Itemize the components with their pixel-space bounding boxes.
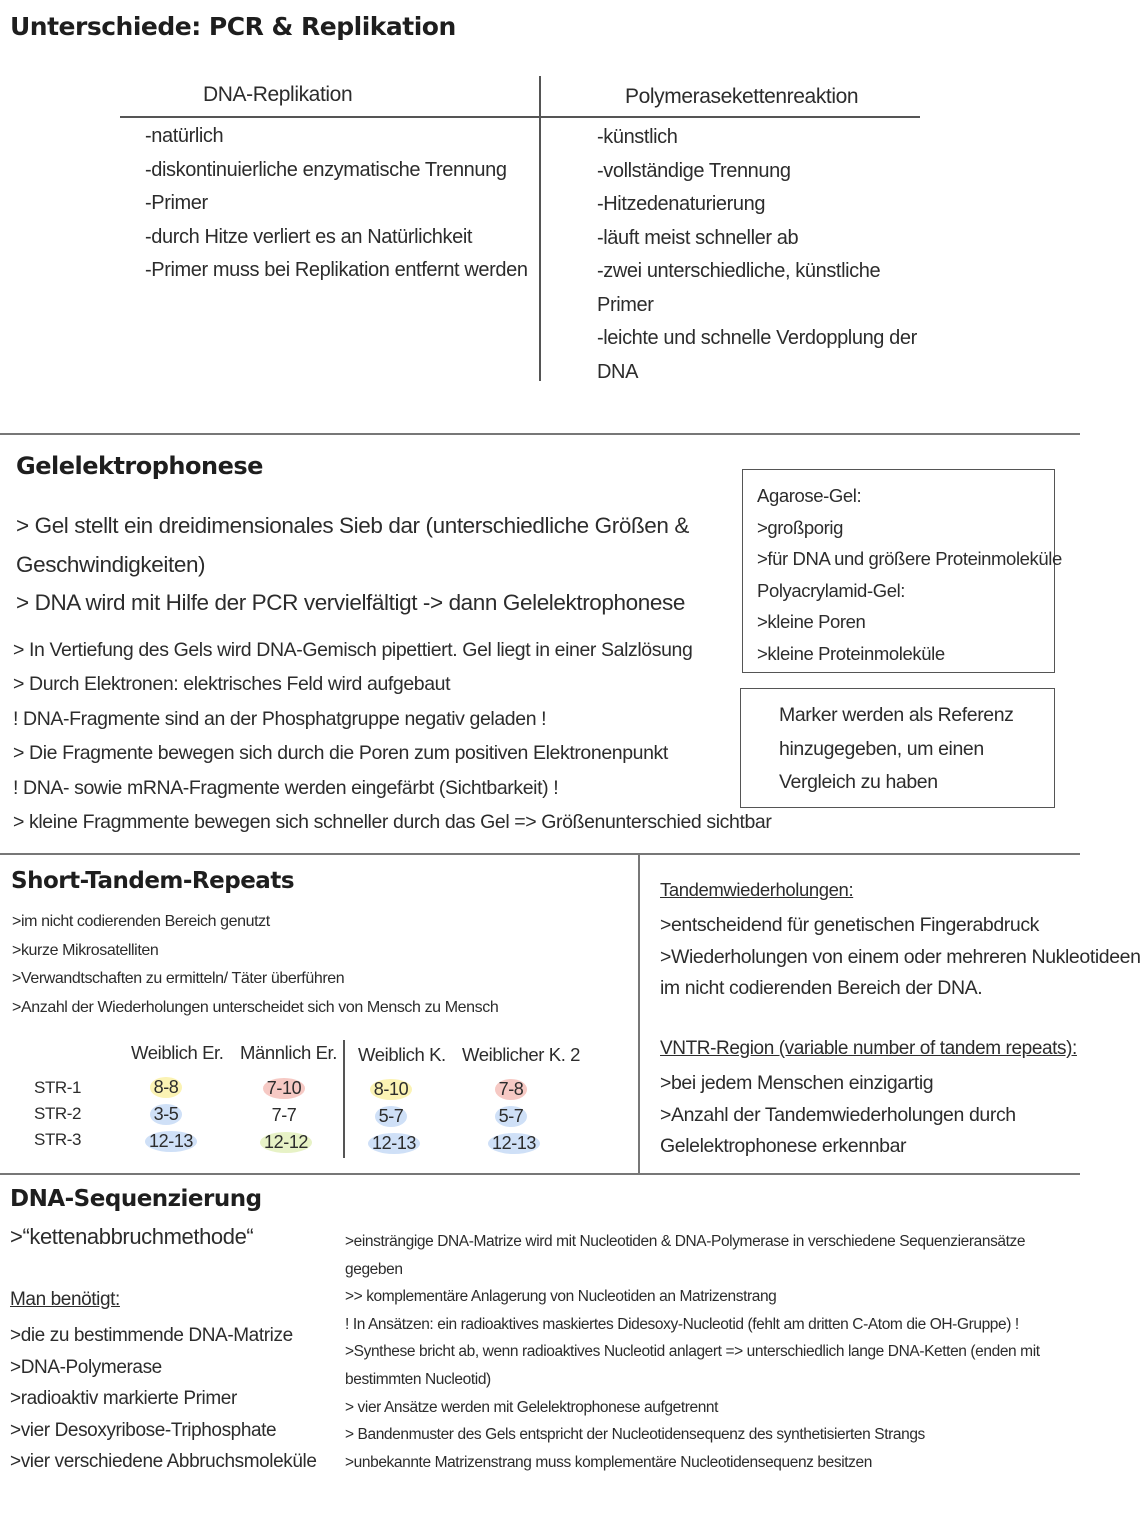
list-item: -natürlich	[145, 125, 224, 147]
section4-title: DNA-Sequenzierung	[10, 1186, 262, 1212]
text-line: bestimmten Nucleotid)	[345, 1370, 491, 1388]
box-line: >kleine Proteinmoleküle	[757, 642, 945, 664]
box-line: Vergleich zu haben	[779, 771, 938, 793]
str-column-weiblich-k	[368, 1079, 417, 1160]
str-value: 5-7	[495, 1106, 528, 1127]
right-column-header: Polymerasekettenreaktion	[625, 85, 859, 108]
section-divider	[0, 853, 1080, 855]
comparison-table-vertical-rule	[539, 76, 541, 381]
str-value: 12-13	[145, 1131, 197, 1152]
gel-intro-text	[16, 507, 689, 623]
list-item: -leichte und schnelle Verdopplung der	[597, 327, 917, 349]
replication-list	[145, 120, 528, 288]
text-line: > In Vertiefung des Gels wird DNA-Gemisch pipettiert. Gel liegt in einer Salzlösung	[13, 639, 693, 661]
text-line: im nicht codierenden Bereich der DNA.	[660, 977, 983, 999]
list-item: -künstlich	[597, 126, 678, 148]
text-line: ! DNA- sowie mRNA-Fragmente werden eingefärbt (Sichtbarkeit) !	[13, 776, 559, 799]
list-item: -diskontinuierliche enzymatische Trennung	[145, 158, 507, 181]
list-item: -Hitzedenaturierung	[597, 193, 766, 215]
str-value: 12-13	[488, 1133, 540, 1154]
text-line: > Bandenmuster des Gels entspricht der Nucleotidensequenz des synthetisierten Strangs	[345, 1426, 925, 1444]
text-line: >kurze Mikrosatelliten	[12, 941, 159, 959]
section1-title: Unterschiede: PCR & Replikation	[10, 12, 456, 41]
str-table-divider	[343, 1040, 345, 1158]
section3-vertical-divider	[638, 853, 640, 1173]
left-column-header: DNA-Replikation	[203, 83, 353, 106]
list-item: -Primer	[145, 192, 208, 214]
text-line: >im nicht codierenden Bereich genutzt	[12, 913, 270, 930]
text-line: > DNA wird mit Hilfe der PCR vervielfältigt -> dann Gelelektrophonese	[16, 590, 685, 615]
str-column-header: Weiblich K.	[358, 1044, 446, 1065]
str-column-maennlich-er	[260, 1078, 308, 1159]
box-line: >großporig	[757, 516, 843, 538]
list-item: >radioaktiv markierte Primer	[10, 1388, 237, 1409]
text-line: ! DNA-Fragmente sind an der Phosphatgruppe negativ geladen !	[13, 707, 547, 730]
str-notes	[12, 908, 498, 1022]
text-line: Geschwindigkeiten)	[16, 551, 206, 577]
gel-types-box	[742, 469, 1062, 673]
box-line: Polyacrylamid-Gel:	[757, 579, 906, 601]
box-line: >kleine Poren	[757, 611, 866, 632]
text-line: >Wiederholungen von einem oder mehreren Nukleotideen	[660, 945, 1141, 968]
section-divider	[0, 433, 1080, 435]
str-value: 7-7	[268, 1105, 301, 1126]
list-item: -durch Hitze verliert es an Natürlichkeit	[145, 225, 473, 248]
text-line: >Synthese bricht ab, wenn radioaktives Nucleotid anlagert => unterschiedlich lange DNA-Ketten (enden mit	[345, 1343, 1040, 1361]
text-line: >unbekannte Matrizenstrang muss komplementäre Nucleotidensequenz besitzen	[345, 1453, 872, 1471]
list-item: >die zu bestimmende DNA-Matrize	[10, 1325, 293, 1346]
vntr-title: VNTR-Region (variable number of tandem repeats):	[660, 1038, 1077, 1059]
str-column-weiblich-er	[145, 1077, 194, 1158]
text-line: >Verwandtschaften zu ermitteln/ Täter überführen	[12, 970, 345, 987]
gel-process-text	[13, 633, 771, 839]
text-line: >> komplementäre Anlagerung von Nucleotiden an Matrizenstrang	[345, 1288, 777, 1306]
list-item: Primer	[597, 293, 654, 316]
comparison-table-horizontal-rule	[120, 116, 920, 118]
tandem-notes	[660, 910, 1141, 1005]
sequencing-steps	[345, 1228, 1040, 1476]
section4-subtitle: >“kettenabbruchmethode“	[10, 1224, 254, 1249]
section3-title: Short-Tandem-Repeats	[11, 868, 295, 894]
vntr-notes	[660, 1068, 1016, 1163]
box-line: Agarose-Gel:	[757, 485, 862, 506]
text-line: gegeben	[345, 1260, 403, 1278]
str-value: 3-5	[150, 1104, 183, 1125]
str-column-weiblicher-k2	[488, 1079, 537, 1160]
text-line: > vier Ansätze werden mit Gelelektrophonese aufgetrennt	[345, 1398, 719, 1416]
text-line: >entscheidend für genetischen Fingerabdruck	[660, 914, 1040, 936]
text-line: >einsträngige DNA-Matrize wird mit Nucleotiden & DNA-Polymerase in verschiedene Sequenzieransätze	[345, 1233, 1026, 1250]
text-line: >Anzahl der Tandemwiederholungen durch	[660, 1103, 1016, 1126]
text-line: > kleine Fragmmente bewegen sich schneller durch das Gel => Größenunterschied sichtbar	[13, 811, 772, 834]
section-divider	[0, 1173, 1080, 1175]
str-column-header: Weiblicher K. 2	[462, 1044, 581, 1065]
str-value: 5-7	[375, 1106, 408, 1127]
list-item: -vollständige Trennung	[597, 159, 791, 182]
text-line: >bei jedem Menschen einzigartig	[660, 1072, 934, 1094]
str-value: 8-10	[370, 1079, 412, 1100]
str-row-label: STR-2	[34, 1104, 82, 1123]
list-item: -läuft meist schneller ab	[597, 226, 799, 249]
text-line: Gelelektrophonese erkennbar	[660, 1135, 907, 1157]
list-item: >vier Desoxyribose-Triphosphate	[10, 1419, 277, 1441]
str-row-labels	[34, 1078, 81, 1156]
str-value: 7-8	[495, 1079, 528, 1100]
str-column-header: Weiblich Er.	[131, 1042, 224, 1063]
text-line: > Gel stellt ein dreidimensionales Sieb dar (unterschiedliche Größen &	[16, 513, 689, 538]
str-column-header: Männlich Er.	[240, 1042, 337, 1063]
needs-list	[10, 1320, 317, 1478]
str-value: 12-12	[260, 1132, 312, 1153]
str-value: 12-13	[368, 1133, 420, 1154]
str-value: 8-8	[150, 1077, 183, 1098]
section2-title: Gelelektrophonese	[16, 452, 263, 480]
text-line: > Die Fragmente bewegen sich durch die Poren zum positiven Elektronenpunkt	[13, 742, 668, 765]
text-line: >Anzahl der Wiederholungen unterscheidet sich von Mensch zu Mensch	[12, 998, 499, 1016]
box-line: >für DNA und größere Proteinmoleküle	[757, 548, 1062, 569]
box-line: hinzugegeben, um einen	[779, 737, 984, 760]
pcr-list	[597, 121, 917, 389]
str-value: 7-10	[263, 1078, 305, 1099]
list-item: >vier verschiedene Abbruchsmoleküle	[10, 1451, 317, 1472]
list-item: >DNA-Polymerase	[10, 1356, 162, 1378]
box-line: Marker werden als Referenz	[779, 704, 1014, 726]
tandem-title: Tandemwiederholungen:	[660, 879, 854, 900]
text-line: > Durch Elektronen: elektrisches Feld wird aufgebaut	[13, 673, 451, 696]
list-item: -Primer muss bei Replikation entfernt werden	[145, 259, 528, 281]
list-item: DNA	[597, 360, 639, 383]
marker-box	[740, 688, 1055, 808]
list-item: -zwei unterschiedliche, künstliche	[597, 260, 881, 282]
needs-title: Man benötigt:	[10, 1289, 120, 1310]
str-row-label: STR-3	[34, 1130, 82, 1149]
str-row-label: STR-1	[34, 1078, 82, 1097]
text-line: ! In Ansätzen: ein radioaktives maskiertes Didesoxy-Nucleotid (fehlt am dritten C-Atom die OH-Gruppe) !	[345, 1315, 1019, 1333]
